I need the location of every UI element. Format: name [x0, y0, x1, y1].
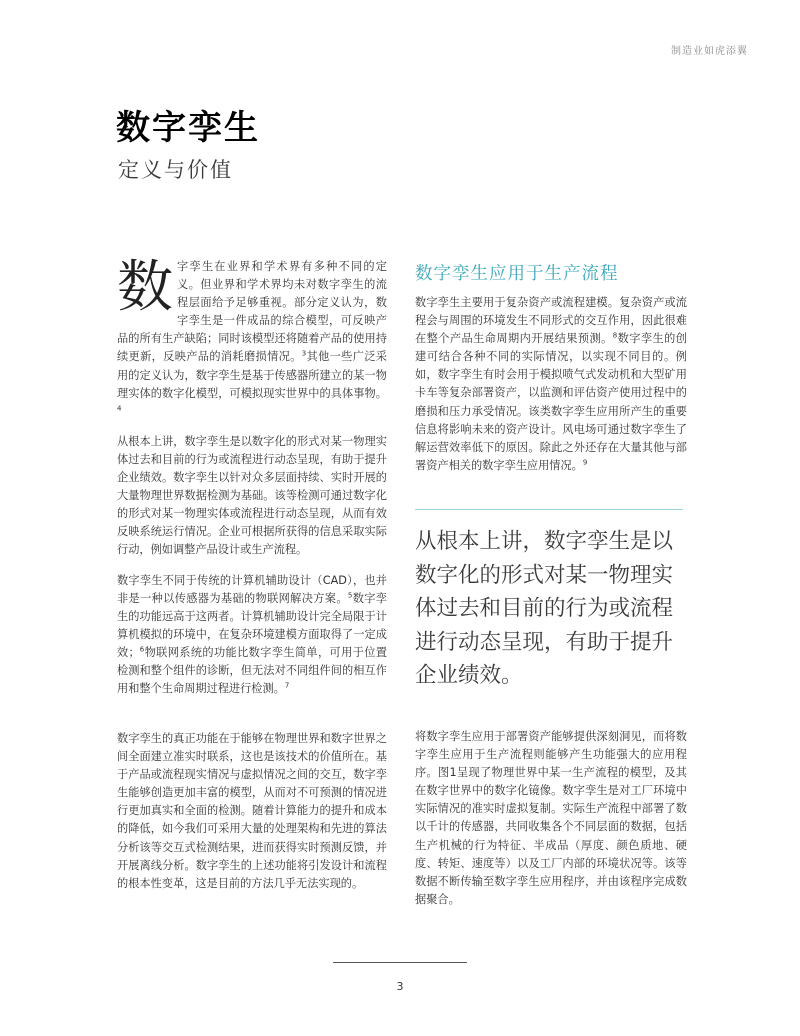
assets-text-b: 数字孪生的创建可结合各种不同的实际情况，以实现不同目的。例如，数字孪生有时会用于模拟喷气式发动机和大型矿用卡车等复杂部署资产，以监测和评估资产使用过程中的磨损和压力承受情况。该类数字孪生应用所产生的重要信息将影响未来的资产设计。风电场可通过数字孪生了解运营效率低下的原因。除此之外还存在大量其他与部署资产相关的数字孪生应用情况。: [415, 332, 687, 472]
footnote-ref: 9: [582, 458, 588, 467]
paragraph-cad: [117, 572, 387, 699]
paragraph-assets: [415, 294, 687, 475]
left-column: [117, 255, 387, 710]
paragraph-fundamental: 从根本上讲，数字孪生是以数字化的形式对某一物理实体过去和目前的行为或流程进行动态呈现，有助于提升企业绩效。数字孪生以针对众多层面持续、实时开展的大量物理世界数据检测为基础。该等检测可通过数字化的形式对某一物理实体或流程进行动态呈现，从而有效反映系统运行情况。企业可根据所获得的信息采取实际行动，例如调整产品设计或生产流程。: [117, 434, 387, 557]
intro-paragraph: [117, 255, 387, 421]
right-column: [415, 294, 687, 487]
pull-quote: 从根本上讲，数字孪生是以数字化的形式对某一物理实体过去和目前的行为或流程进行动态呈现，有助于提升企业绩效。: [415, 529, 674, 688]
right-column-lower: [415, 728, 687, 921]
page-number: 3: [396, 980, 404, 993]
cad-text-a: 数字孪生不同于传统的计算机辅助设计（CAD），也并非是一种以传感器为基础的物联网解决方案。: [117, 573, 387, 605]
intro-text: 字孪生在业界和学术界有多种不同的定义。但业界和学术界均未对数字孪生的流程层面给予足够重视。部分定义认为，数字孪生是一件成品的综合模型，可反映产品的所有生产缺陷；同时该模型还将随着产品的使用持续更新，反映产品的消耗磨损情况。: [117, 260, 387, 364]
page-title: 数字孪生: [116, 108, 260, 148]
paragraph-value: 数字孪生的真正功能在于能够在物理世界和数字世界之间全面建立准实时联系，这也是该技术的价值所在。基于产品或流程现实情况与虚拟情况之间的交互，数字孪生能够创造更加丰富的模型，从而对不可预测的情况进行更加真实和全面的检测。随着计算能力的提升和成本的降低，如今我们可采用大量的处理架构和先进的算法分析该等交互式检测结果，进而获得实时预测反馈，并开展离线分析。数字孪生的上述功能将引发设计和流程的根本性变革，这是目前的方法几乎无法实现的。: [117, 732, 387, 890]
intro-text-b: 其他一些广泛采用的定义认为，数字孪生是基于传感器所建立的某一物理实体的数字化模型，可模拟现实世界中的具体事物。: [117, 350, 387, 400]
paragraph-production: 将数字孪生应用于部署资产能够提供深刻洞见，而将数字孪生应用于生产流程则能够产生功能强大的应用程序。图1呈现了物理世界中某一生产流程的模型，及其在数字世界中的数字化镜像。数字孪生是对工厂环境中实际情况的准实时虚拟复制。实际生产流程中部署了数以千计的传感器，共同收集各个不同层面的数据，包括生产机械的行为特征、半成品（厚度、颜色质地、硬度、转矩、速度等）以及工厂内部的环境状况等。该等数据不断传输至数字孪生应用程序，并由该程序完成数据聚合。: [415, 730, 687, 906]
left-column-lower: [117, 730, 387, 905]
cad-text-b: 数字孪生的功能远高于这两者。计算机辅助设计完全局限于计算机模拟的环境中，在复杂环境建模方面取得了一定成效；: [117, 591, 387, 659]
footnote-ref: 6: [139, 645, 145, 654]
cad-text-c: 物联网系统的功能比数字孪生简单，可用于位置检测和整个组件的诊断，但无法对不同组件间的相互作用和整个生命周期过程进行检测。: [117, 645, 387, 696]
assets-text-a: 数字孪生主要用于复杂资产或流程建模。复杂资产或流程会与周围的环境发生不同形式的交互作用，因此很难在整个产品生命周期内开展结果预测。: [415, 296, 687, 346]
section-title: 数字孪生应用于生产流程: [415, 264, 619, 284]
footer-divider: [333, 962, 467, 963]
footnote-ref: 3: [301, 349, 307, 358]
page-subtitle: 定义与价值: [118, 158, 233, 182]
header-title: 制造业如虎添翼: [671, 46, 748, 57]
footnote-ref: 5: [347, 590, 353, 599]
dropcap: 数: [117, 255, 173, 320]
footnote-ref: 4: [117, 404, 122, 413]
footnote-ref: 8: [612, 331, 618, 340]
quote-divider: [415, 509, 683, 510]
footnote-ref: 7: [284, 681, 290, 690]
